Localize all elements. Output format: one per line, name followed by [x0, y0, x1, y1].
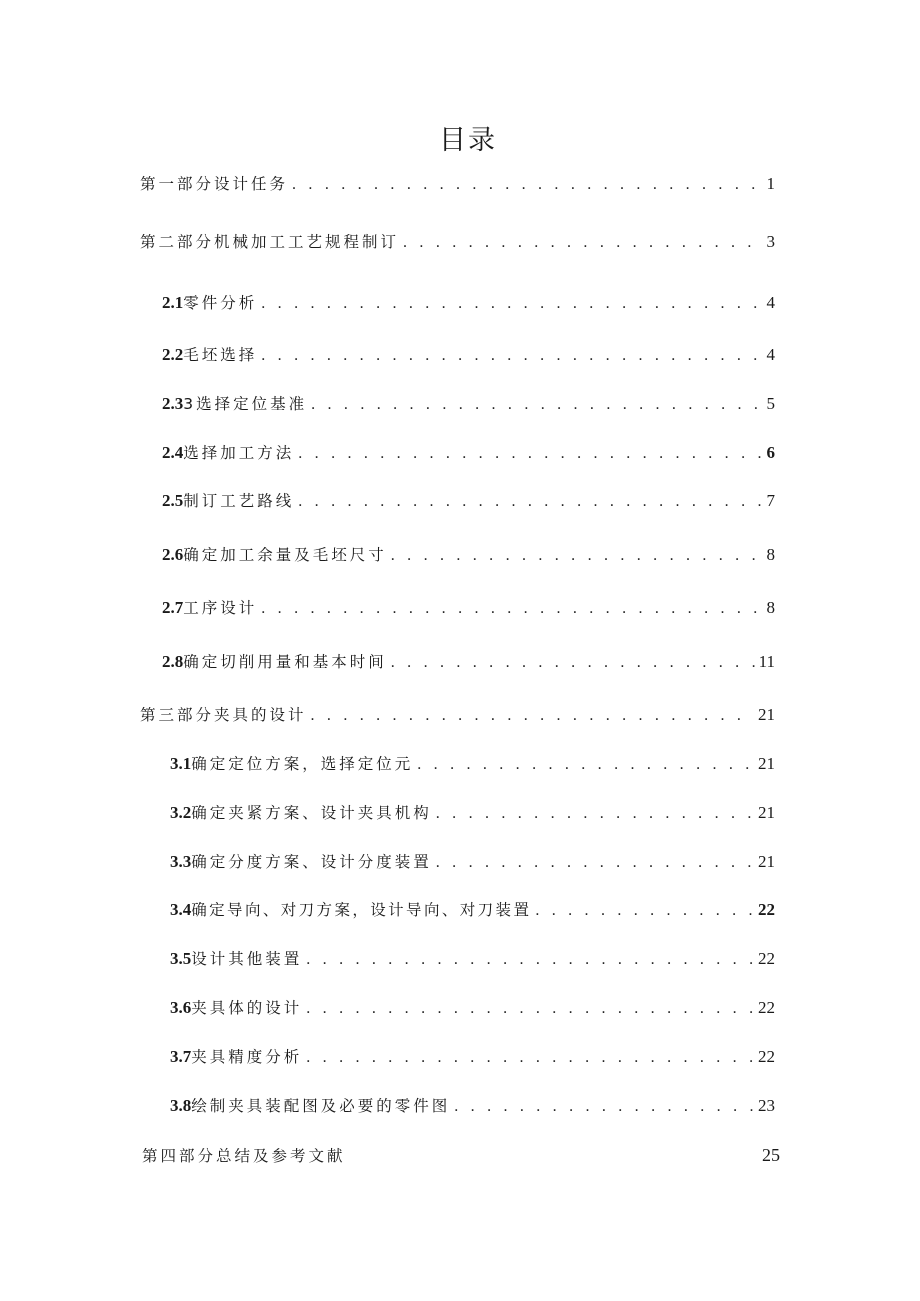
toc-entry-3-8[interactable] [170, 1094, 775, 1118]
toc-entry-number: 2.1 [162, 293, 184, 312]
toc-entry-page: 4 [766, 345, 775, 364]
toc-entry-page: 6 [766, 443, 775, 462]
toc-entry-2-4[interactable] [162, 441, 775, 465]
toc-entry-part-3[interactable] [140, 703, 775, 727]
toc-entry-number: 3.1 [170, 754, 192, 773]
toc-entry-number: 2.6 [162, 545, 184, 564]
toc-entry-page: 21 [758, 754, 775, 773]
toc-entry-number: 2.7 [162, 598, 184, 617]
toc-entry-2-5[interactable] [162, 489, 775, 513]
toc-entry-2-3[interactable] [162, 392, 775, 416]
toc-entry-page: 22 [758, 998, 775, 1017]
toc-entry-number: 3.7 [170, 1047, 192, 1066]
toc-entry-page: 21 [758, 852, 775, 871]
toc-entry-number: 3.6 [170, 998, 192, 1017]
toc-entry-number: 3.5 [170, 949, 192, 968]
dot-leader [403, 231, 762, 255]
toc-entry-number: 2.4 [162, 443, 184, 462]
toc-entry-label: 第四部分总结及参考文献 [142, 1147, 346, 1165]
toc-entry-3-2[interactable] [170, 801, 775, 825]
toc-entry-label: 工序设计 [183, 599, 258, 617]
toc-entry-number: 2.2 [162, 345, 184, 364]
dot-leader [306, 948, 754, 972]
toc-entry-2-1[interactable] [162, 291, 775, 315]
toc-entry-number: 3.4 [170, 900, 192, 919]
dot-leader [535, 899, 754, 923]
dot-leader [292, 173, 762, 197]
toc-entry-2-7[interactable] [162, 596, 775, 620]
toc-title: 目录 [439, 125, 497, 156]
toc-entry-3-6[interactable] [170, 996, 775, 1020]
toc-entry-label: 设计其他装置 [191, 950, 303, 968]
toc-entry-number: 2.3 [162, 394, 184, 413]
dot-leader [311, 393, 762, 417]
toc-entry-3-7[interactable] [170, 1045, 775, 1069]
toc-entry-number: 3.3 [170, 852, 192, 871]
toc-entry-label: 制订工艺路线 [183, 492, 295, 510]
toc-entry-number: 2.5 [162, 491, 184, 510]
toc-entry-page: 22 [758, 949, 775, 968]
toc-entry-number: 3.2 [170, 803, 192, 822]
toc-entry-page: 8 [766, 598, 775, 617]
toc-entry-page: 8 [766, 545, 775, 564]
dot-leader [436, 851, 754, 875]
dot-leader [306, 997, 754, 1021]
dot-leader [391, 544, 763, 568]
dot-leader [306, 1046, 754, 1070]
toc-entry-2-2[interactable] [162, 343, 775, 367]
toc-entry-page: 5 [766, 394, 775, 413]
toc-entry-page: 4 [766, 293, 775, 312]
toc-entry-3-5[interactable] [170, 947, 775, 971]
dot-leader [261, 292, 762, 316]
toc-entry-label: 确定分度方案、设计分度装置 [191, 853, 432, 871]
toc-entry-label: 夹具体的设计 [191, 999, 303, 1017]
toc-entry-page: 23 [758, 1096, 775, 1115]
toc-entry-label: 第三部分夹具的设计 [140, 706, 307, 724]
toc-entry-label: 3选择定位基准 [183, 395, 308, 413]
dot-leader [261, 344, 762, 368]
toc-entry-label: 夹具精度分析 [191, 1048, 303, 1066]
toc-entry-label: 确定导向、对刀方案，设计导向、对刀装置 [191, 901, 532, 919]
dot-leader [417, 753, 754, 777]
toc-entry-label: 绘制夹具装配图及必要的零件图 [191, 1097, 451, 1115]
toc-entry-label: 确定定位方案，选择定位元 [191, 755, 414, 773]
dot-leader [298, 442, 762, 466]
dot-leader [454, 1095, 754, 1119]
toc-entry-page: 22 [758, 1047, 775, 1066]
toc-entry-page: 3 [766, 232, 775, 251]
toc-entry-2-8[interactable] [162, 650, 775, 674]
dot-leader [298, 490, 762, 514]
toc-entry-page: 1 [766, 174, 775, 193]
toc-entry-label: 确定加工余量及毛坯尺寸 [183, 546, 387, 564]
toc-entry-page: 21 [758, 705, 775, 724]
toc-entry-2-6[interactable] [162, 543, 775, 567]
toc-entry-page: 11 [758, 652, 775, 671]
toc-entry-number: 3.8 [170, 1096, 192, 1115]
toc-entry-label: 毛坯选择 [183, 346, 258, 364]
toc-entry-label: 确定切削用量和基本时间 [183, 653, 387, 671]
toc-entry-part-1[interactable] [140, 172, 775, 196]
toc-entry-label: 第二部分机械加工工艺规程制订 [140, 233, 400, 251]
toc-entry-number: 2.8 [162, 652, 184, 671]
toc-entry-page: 7 [766, 491, 775, 510]
toc-entry-label: 确定夹紧方案、设计夹具机构 [191, 804, 432, 822]
toc-entry-part-2[interactable] [140, 230, 775, 254]
toc-entry-3-3[interactable] [170, 850, 775, 874]
dot-leader [436, 802, 754, 826]
toc-entry-page: 22 [758, 900, 775, 919]
toc-entry-label: 选择加工方法 [183, 444, 295, 462]
toc-entry-3-1[interactable] [170, 752, 775, 776]
toc-entry-page: 25 [762, 1145, 780, 1165]
toc-entry-label: 第一部分设计任务 [140, 175, 289, 193]
dot-leader [391, 651, 755, 675]
toc-entry-part-4[interactable] [142, 1143, 780, 1167]
dot-leader [261, 597, 762, 621]
toc-entry-page: 21 [758, 803, 775, 822]
dot-leader [311, 704, 754, 728]
toc-entry-3-4[interactable] [170, 898, 775, 922]
toc-entry-label: 零件分析 [183, 294, 258, 312]
